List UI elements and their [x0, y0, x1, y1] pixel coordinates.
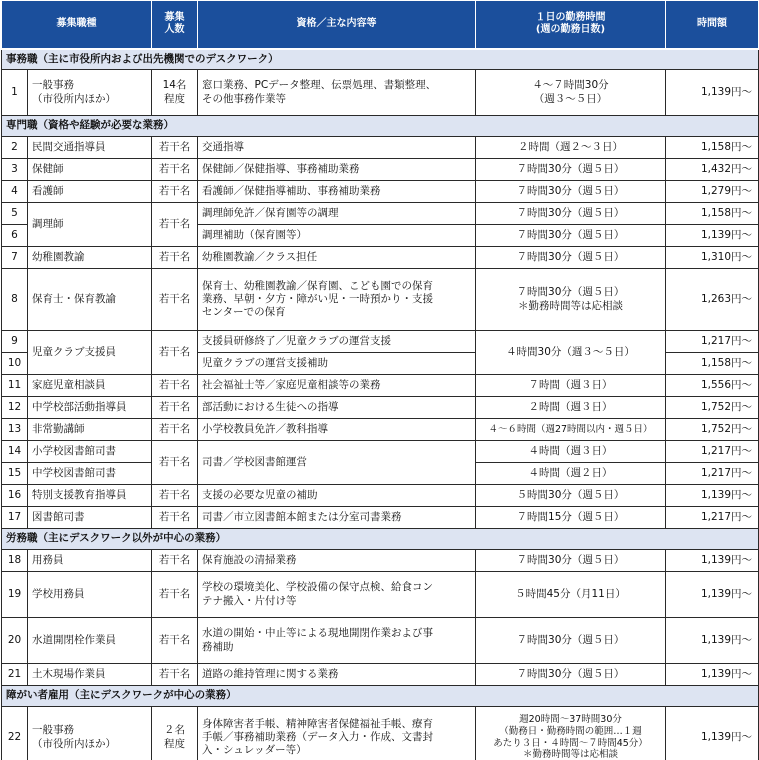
- table-row: [2, 159, 759, 181]
- row-openings: 若干名: [152, 441, 198, 485]
- row-desc: 支援員研修終了／児童クラブの運営支援: [198, 331, 476, 353]
- table-row: [2, 203, 759, 225]
- row-wage: 1,752円～: [666, 419, 759, 441]
- row-hours: ７時間30分（週５日）: [476, 181, 666, 203]
- row-desc: 司書／学校図書館運営: [198, 441, 476, 485]
- row-job: 保育士・保育教諭: [28, 269, 152, 331]
- row-desc: 交通指導: [198, 137, 476, 159]
- row-no: 16: [2, 485, 28, 507]
- row-wage: 1,139円～: [666, 707, 759, 760]
- section-specialist: [2, 116, 759, 137]
- row-desc: 児童クラブの運営支援補助: [198, 353, 476, 375]
- row-openings: 若干名: [152, 572, 198, 618]
- section-office: [2, 49, 759, 70]
- row-wage: 1,139円～: [666, 572, 759, 618]
- row-hours: ７時間30分（週５日）: [476, 225, 666, 247]
- row-job: 一般事務 （市役所内ほか）: [28, 707, 152, 760]
- row-wage: 1,556円～: [666, 375, 759, 397]
- section-disability: [2, 686, 759, 707]
- table-row: [2, 707, 759, 760]
- table-row: [2, 137, 759, 159]
- row-desc: 看護師／保健指導補助、事務補助業務: [198, 181, 476, 203]
- row-no: 6: [2, 225, 28, 247]
- row-wage: 1,139円～: [666, 70, 759, 116]
- row-no: 9: [2, 331, 28, 353]
- row-job: 用務員: [28, 550, 152, 572]
- table-row: [2, 485, 759, 507]
- row-no: 19: [2, 572, 28, 618]
- table-row: [2, 375, 759, 397]
- row-wage: 1,432円～: [666, 159, 759, 181]
- row-wage: 1,752円～: [666, 397, 759, 419]
- row-no: 12: [2, 397, 28, 419]
- row-hours: ７時間30分（週５日）: [476, 247, 666, 269]
- table-row: [2, 331, 759, 353]
- row-desc: 道路の維持管理に関する業務: [198, 664, 476, 686]
- row-no: 2: [2, 137, 28, 159]
- table-row: [2, 572, 759, 618]
- row-no: 14: [2, 441, 28, 463]
- row-openings: 若干名: [152, 181, 198, 203]
- header-wage: 時間額: [666, 1, 759, 49]
- row-job: 家庭児童相談員: [28, 375, 152, 397]
- row-openings: 若干名: [152, 247, 198, 269]
- row-no: 1: [2, 70, 28, 116]
- header-job-type: 募集職種: [2, 1, 152, 49]
- table-row: [2, 397, 759, 419]
- row-desc: 水道の開始・中止等による現地開閉作業および事 務補助: [198, 618, 476, 664]
- row-hours: ５時間45分（月11日）: [476, 572, 666, 618]
- row-no: 22: [2, 707, 28, 760]
- row-desc: 部活動における生徒への指導: [198, 397, 476, 419]
- row-no: 5: [2, 203, 28, 225]
- row-desc: 学校の環境美化、学校設備の保守点検、給食コン テナ搬入・片付け等: [198, 572, 476, 618]
- row-job: 中学校図書館司書: [28, 463, 152, 485]
- row-wage: 1,139円～: [666, 550, 759, 572]
- row-hours: ７時間30分（週５日）: [476, 618, 666, 664]
- row-wage: 1,158円～: [666, 137, 759, 159]
- row-hours: ４～７時間30分 （週３～５日）: [476, 70, 666, 116]
- row-job: 幼稚園教諭: [28, 247, 152, 269]
- row-no: 21: [2, 664, 28, 686]
- row-openings: 若干名: [152, 203, 198, 247]
- row-desc: 小学校教員免許／教科指導: [198, 419, 476, 441]
- row-desc: 保健師／保健指導、事務補助業務: [198, 159, 476, 181]
- row-no: 15: [2, 463, 28, 485]
- row-hours: ７時間30分（週５日）: [476, 664, 666, 686]
- row-wage: 1,263円～: [666, 269, 759, 331]
- row-hours: ７時間30分（週５日）: [476, 550, 666, 572]
- row-job: 土木現場作業員: [28, 664, 152, 686]
- header-qualifications: 資格／主な内容等: [198, 1, 476, 49]
- row-desc: 身体障害者手帳、精神障害者保健福祉手帳、療育 手帳／事務補助業務（データ入力・作成、文書封 入・シュレッダー等）: [198, 707, 476, 760]
- row-wage: 1,217円～: [666, 507, 759, 529]
- row-hours: 週20時間～37時間30分 （勤務日・勤務時間の範囲…１週 あたり３日・４時間～７時間45分） ＊勤務時間等は応相談: [476, 707, 666, 760]
- row-desc: 窓口業務、PCデータ整理、伝票処理、書類整理、 その他事務作業等: [198, 70, 476, 116]
- table-row: [2, 419, 759, 441]
- row-hours: ２時間（週３日）: [476, 397, 666, 419]
- row-wage: 1,139円～: [666, 225, 759, 247]
- section-labor: [2, 529, 759, 550]
- row-desc: 支援の必要な児童の補助: [198, 485, 476, 507]
- row-no: 4: [2, 181, 28, 203]
- table-row: [2, 550, 759, 572]
- table-row: [2, 441, 759, 463]
- header-openings: 募集 人数: [152, 1, 198, 49]
- row-job: 小学校図書館司書: [28, 441, 152, 463]
- row-no: 3: [2, 159, 28, 181]
- row-openings: 若干名: [152, 618, 198, 664]
- row-no: 8: [2, 269, 28, 331]
- table-row: [2, 664, 759, 686]
- row-job: 非常勤講師: [28, 419, 152, 441]
- row-hours: ４時間（週２日）: [476, 463, 666, 485]
- row-desc: 保育士、幼稚園教諭／保育園、こども園での保育 業務、早朝・夕方・障がい児・一時預かり・支援 センターでの保育: [198, 269, 476, 331]
- row-openings: 若干名: [152, 507, 198, 529]
- row-openings: 若干名: [152, 375, 198, 397]
- row-openings: 若干名: [152, 550, 198, 572]
- header-hours: １日の勤務時間 (週の勤務日数): [476, 1, 666, 49]
- table-row: [2, 70, 759, 116]
- row-wage: 1,139円～: [666, 485, 759, 507]
- row-desc: 保育施設の清掃業務: [198, 550, 476, 572]
- row-no: 17: [2, 507, 28, 529]
- table-row: [2, 618, 759, 664]
- row-wage: 1,279円～: [666, 181, 759, 203]
- row-job: 看護師: [28, 181, 152, 203]
- row-job: 図書館司書: [28, 507, 152, 529]
- row-hours: ５時間30分（週５日）: [476, 485, 666, 507]
- row-openings: ２名 程度: [152, 707, 198, 760]
- row-hours: ７時間30分（週５日） ＊勤務時間等は応相談: [476, 269, 666, 331]
- row-wage: 1,139円～: [666, 618, 759, 664]
- row-desc: 調理師免許／保育園等の調理: [198, 203, 476, 225]
- row-wage: 1,310円～: [666, 247, 759, 269]
- row-hours: ４～６時間（週27時間以内・週５日）: [476, 419, 666, 441]
- job-listing-table: [1, 0, 759, 760]
- row-desc: 社会福祉士等／家庭児童相談等の業務: [198, 375, 476, 397]
- row-hours: ４時間30分（週３～５日）: [476, 331, 666, 375]
- row-openings: 若干名: [152, 485, 198, 507]
- row-job: 児童クラブ支援員: [28, 331, 152, 375]
- row-openings: 若干名: [152, 664, 198, 686]
- row-openings: 若干名: [152, 159, 198, 181]
- section-office-label: 事務職（主に市役所内および出先機関でのデスクワーク）: [2, 49, 759, 70]
- row-desc: 調理補助（保育園等）: [198, 225, 476, 247]
- row-job: 調理師: [28, 203, 152, 247]
- row-openings: 若干名: [152, 269, 198, 331]
- section-specialist-label: 専門職（資格や経験が必要な業務）: [2, 116, 759, 137]
- row-hours: ７時間（週３日）: [476, 375, 666, 397]
- section-disability-label: 障がい者雇用（主にデスクワークが中心の業務）: [2, 686, 759, 707]
- row-no: 13: [2, 419, 28, 441]
- row-no: 10: [2, 353, 28, 375]
- row-wage: 1,158円～: [666, 203, 759, 225]
- table-row: [2, 247, 759, 269]
- row-wage: 1,217円～: [666, 463, 759, 485]
- table-row: [2, 181, 759, 203]
- row-desc: 司書／市立図書館本館または分室司書業務: [198, 507, 476, 529]
- row-no: 20: [2, 618, 28, 664]
- row-wage: 1,139円～: [666, 664, 759, 686]
- row-job: 学校用務員: [28, 572, 152, 618]
- row-openings: 若干名: [152, 419, 198, 441]
- row-hours: ７時間15分（週５日）: [476, 507, 666, 529]
- row-hours: ７時間30分（週５日）: [476, 203, 666, 225]
- row-job: 中学校部活動指導員: [28, 397, 152, 419]
- table-header-row: [2, 1, 759, 49]
- row-hours: ７時間30分（週５日）: [476, 159, 666, 181]
- row-job: 特別支援教育指導員: [28, 485, 152, 507]
- row-job: 民間交通指導員: [28, 137, 152, 159]
- row-desc: 幼稚園教諭／クラス担任: [198, 247, 476, 269]
- row-openings: 14名 程度: [152, 70, 198, 116]
- row-job: 保健師: [28, 159, 152, 181]
- row-no: 18: [2, 550, 28, 572]
- row-openings: 若干名: [152, 331, 198, 375]
- row-wage: 1,217円～: [666, 441, 759, 463]
- row-hours: ４時間（週３日）: [476, 441, 666, 463]
- table-row: [2, 269, 759, 331]
- row-job: 水道開閉栓作業員: [28, 618, 152, 664]
- row-openings: 若干名: [152, 137, 198, 159]
- row-no: 11: [2, 375, 28, 397]
- row-job: 一般事務 （市役所内ほか）: [28, 70, 152, 116]
- row-wage: 1,217円～: [666, 331, 759, 353]
- table-row: [2, 507, 759, 529]
- section-labor-label: 労務職（主にデスクワーク以外が中心の業務）: [2, 529, 759, 550]
- row-hours: ２時間（週２～３日）: [476, 137, 666, 159]
- row-wage: 1,158円～: [666, 353, 759, 375]
- row-openings: 若干名: [152, 397, 198, 419]
- row-no: 7: [2, 247, 28, 269]
